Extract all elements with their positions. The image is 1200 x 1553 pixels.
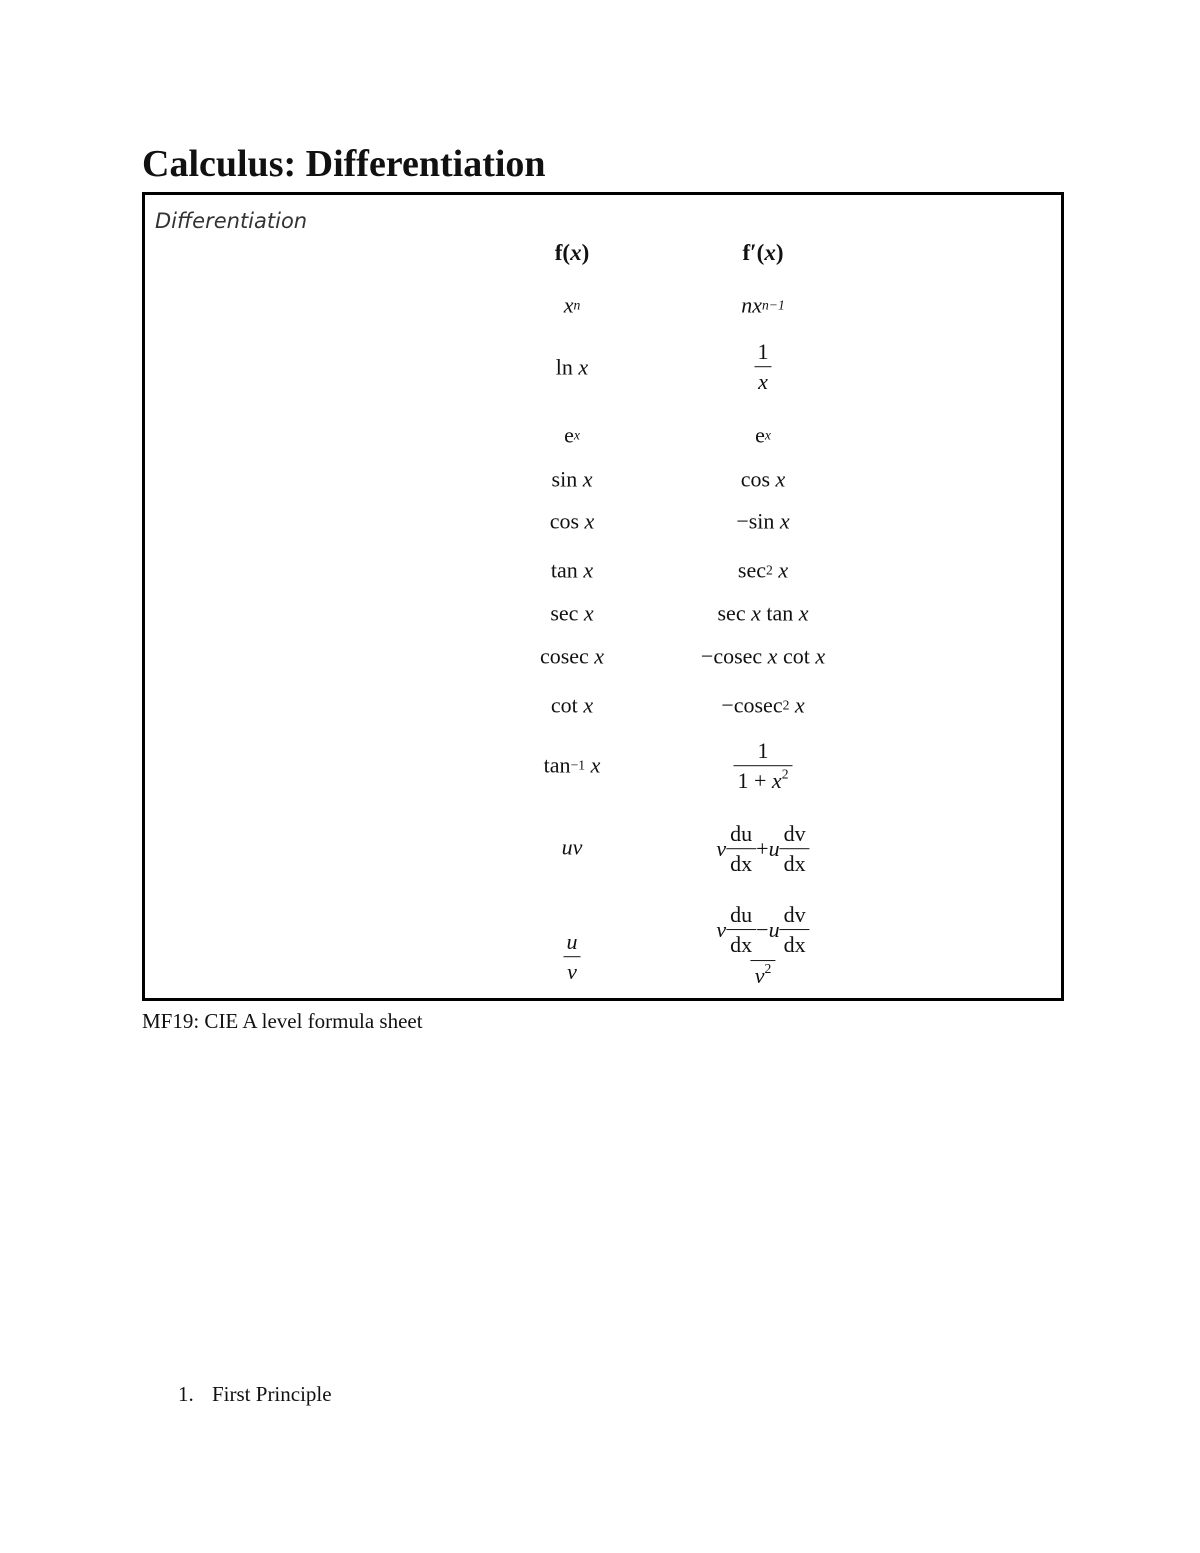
fpx-power: nx n−1 — [741, 292, 785, 318]
list-item-text: First Principle — [212, 1382, 332, 1406]
list-item — [178, 1380, 332, 1408]
formula-box — [142, 192, 1064, 1001]
fpx-neg-cosec-squared: −cosec 2 x — [721, 692, 805, 718]
fx-exp: e x — [564, 422, 580, 448]
header-fpx: f′( x ) — [742, 239, 784, 265]
fx-quotient: $\frac{u}{v}$ — [563, 929, 582, 985]
fpx-product-rule: v $\frac{du}{dx}$ + u $\frac{dv}{dx}$ — [716, 821, 809, 877]
fpx-quotient-rule: v $\frac{du}{dx}$ − u $\frac{dv}{dx}$ $v^2$ — [712, 902, 813, 988]
fx-power: x n — [563, 292, 581, 318]
header-fx: f( x ) — [554, 239, 590, 265]
fx-arctan: tan −1 x — [543, 752, 601, 778]
fpx-neg-sin: −sin x — [736, 508, 790, 534]
fx-cos: cos x — [549, 508, 595, 534]
fx-sin: sin x — [551, 466, 593, 492]
fpx-exp: e x — [755, 422, 771, 448]
fpx-arctan-derivative: $\frac{1}{1 + x^2}$ — [734, 738, 793, 794]
fx-ln: ln x — [555, 354, 589, 380]
source-caption: MF19: CIE A level formula sheet — [142, 1009, 423, 1033]
fpx-sec-squared: sec 2 x — [737, 557, 789, 583]
fx-cot: cot x — [550, 692, 594, 718]
page-title: Calculus: Differentiation — [142, 143, 546, 185]
box-heading: Differentiation — [155, 209, 308, 233]
fx-cosec: cosec x — [539, 643, 605, 669]
fpx-neg-cosec-cot: −cosec x cot x — [700, 643, 826, 669]
fx-sec: sec x — [550, 600, 594, 626]
fx-tan: tan x — [550, 557, 594, 583]
list-marker: 1. — [178, 1382, 194, 1406]
fpx-sec-tan: sec x tan x — [717, 600, 809, 626]
fpx-cos: cos x — [740, 466, 786, 492]
fpx-reciprocal: $\frac{1}{x}$ — [754, 339, 773, 395]
fx-product: uv — [561, 834, 583, 860]
